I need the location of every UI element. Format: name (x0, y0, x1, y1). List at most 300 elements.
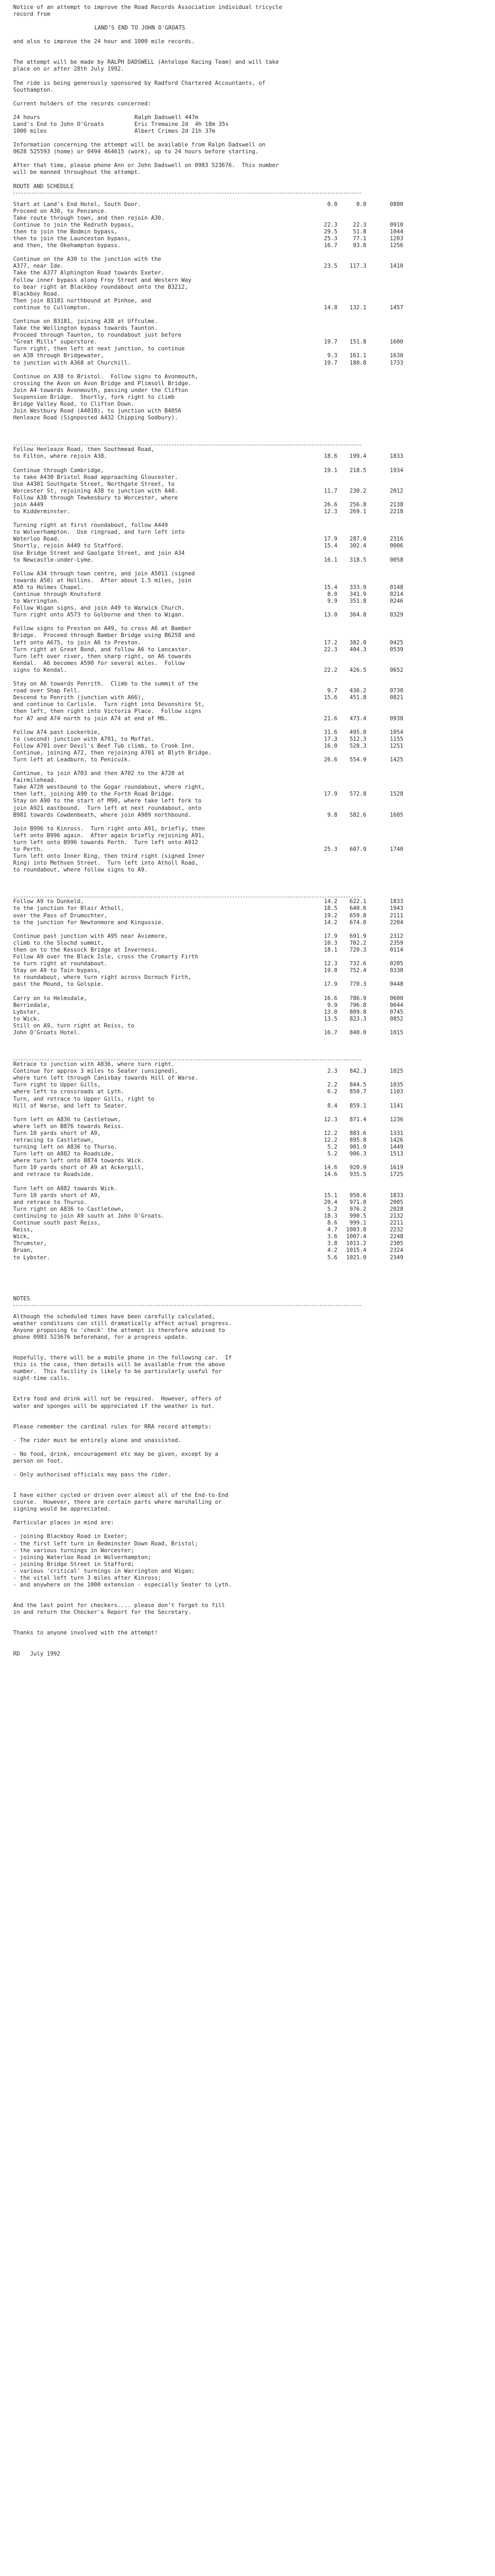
schedule-line (13, 208, 488, 215)
schedule-heading: ROUTE AND SCHEDULE (13, 183, 74, 190)
scheduled-time: 1833 (390, 453, 403, 460)
scheduled-time: 2132 (390, 1212, 403, 1219)
place-item: - the first left turn in Bedminster Down Road, Bristol; (13, 1540, 198, 1547)
stage-miles: 18.5 (324, 905, 337, 912)
scheduled-time: 1103 (390, 1089, 403, 1095)
route-instruction: Reiss, (13, 1227, 34, 1233)
cumulative-miles: 22.3 (353, 221, 366, 228)
schedule-line (13, 667, 488, 674)
route-instruction: B981 towards Cowdenbeath, where join A909 northbound. (13, 811, 192, 818)
schedule-line (13, 467, 488, 474)
schedule-block (13, 681, 488, 722)
cumulative-miles: 844.5 (350, 1082, 366, 1089)
route-instruction: signs to Kendal. (13, 667, 67, 673)
route-instruction: Use A4301 Southgate Street, Northgate Street, to (13, 481, 175, 487)
schedule-line (13, 967, 488, 974)
stage-miles: 13.5 (324, 1015, 337, 1022)
scheduled-time: 1155 (390, 736, 403, 742)
cumulative-miles: 702.2 (350, 939, 366, 946)
stage-miles: 17.2 (324, 639, 337, 646)
route-title: LAND'S END TO JOHN O'GROATS (94, 25, 186, 32)
stage-miles: 15.6 (324, 694, 337, 701)
schedule-line (13, 660, 488, 667)
route-instruction: Carry on to Helmsdale, (13, 995, 88, 1002)
stage-miles: 15.4 (324, 543, 337, 550)
route-instruction: Turn right on A836 to Castletown, (13, 1206, 124, 1212)
stage-miles: 16.0 (324, 742, 337, 749)
schedule-line (13, 913, 488, 919)
route-instruction: for A7 and A74 north to join A74 at end of M6. (13, 715, 168, 722)
schedule-line (13, 701, 488, 708)
scheduled-time: 2111 (390, 912, 403, 919)
cumulative-miles: 256.8 (350, 501, 366, 508)
schedule-line (13, 812, 488, 819)
cumulative-miles: 607.9 (350, 846, 366, 853)
stage-miles: 2.3 (327, 1068, 337, 1075)
route-instruction: A377, near Ide. (13, 263, 64, 270)
schedule-block (13, 374, 488, 422)
stage-miles: 18.3 (324, 1212, 337, 1219)
schedule-line (13, 1192, 488, 1199)
route-instruction: Continue through Cambridge, (13, 467, 104, 474)
intro-line-2: record from (13, 11, 51, 18)
stage-miles: 22.3 (324, 221, 337, 228)
schedule-line (13, 826, 488, 832)
stage-miles: 17.3 (324, 736, 337, 742)
schedule-line (13, 401, 488, 408)
stage-miles: 12.3 (324, 961, 337, 967)
intro-line-1: Notice of an attempt to improve the Road Records Association individual tricycle (13, 4, 283, 11)
stage-miles: 9.8 (327, 811, 337, 818)
schedule-block (13, 898, 488, 926)
route-instruction: where left to crossroads at Lyth. (13, 1089, 124, 1095)
attempt-paragraph: The attempt will be made by RALPH DADSWELL (Antelope Racing Team) and will take place on or after 28th July 1992. (13, 59, 279, 73)
cumulative-miles: 840.0 (350, 1029, 366, 1036)
scheduled-time: 2232 (390, 1227, 403, 1233)
route-instruction: Turn 10 yards short of A9, (13, 1130, 101, 1137)
stage-miles: 9.7 (327, 688, 337, 694)
schedule-line (13, 277, 488, 284)
cumulative-miles: 512.3 (350, 736, 366, 742)
schedule-line (13, 408, 488, 415)
stage-miles: 17.9 (324, 981, 337, 988)
schedule-line (13, 318, 488, 325)
route-instruction: Turn right, then left at next junction, to continue (13, 346, 185, 352)
schedule-line (13, 681, 488, 688)
route-instruction: Turn left on A882 towards Wick. (13, 1185, 118, 1192)
route-instruction: Continue on the A30 to the junction with the (13, 256, 161, 263)
schedule-line (13, 325, 488, 332)
places-heading: Particular places in mind are: (13, 1520, 114, 1526)
cumulative-miles: 351.8 (350, 598, 366, 605)
schedule-line (13, 543, 488, 550)
stage-miles: 18.1 (324, 946, 337, 953)
scheduled-time: 1833 (390, 1192, 403, 1199)
stage-miles: 14.8 (324, 304, 337, 311)
schedule-line (13, 1023, 488, 1030)
scheduled-time: 2204 (390, 919, 403, 926)
cumulative-miles: 572.8 (350, 791, 366, 798)
schedule-line (13, 846, 488, 853)
route-instruction: Follow A74 past Lockerbie, (13, 729, 101, 736)
schedule-line (13, 716, 488, 722)
stage-miles: 19.7 (324, 359, 337, 366)
route-instruction: Continue on B3181, joining A38 at Uffculme. (13, 318, 158, 325)
scheduled-time: 1449 (390, 1144, 403, 1151)
scheduled-time: 1833 (390, 898, 403, 905)
schedule-line (13, 736, 488, 743)
scheduled-time: 0006 (390, 543, 403, 550)
schedule-line (13, 591, 488, 598)
route-instruction: Take route through town, and then rejoin A30. (13, 214, 165, 221)
route-instruction: Berriedale, (13, 1002, 51, 1008)
scheduled-time: 2005 (390, 1199, 403, 1206)
schedule-line (13, 270, 488, 277)
route-instruction: continuing to join A9 south at John O'Groats. (13, 1212, 165, 1219)
stage-miles: 14.2 (324, 919, 337, 926)
schedule-line (13, 1158, 488, 1164)
cumulative-miles: 93.8 (353, 242, 366, 249)
cumulative-miles: 0.0 (356, 201, 366, 208)
place-item: - joining Waterloo Road in Wolverhampton; (13, 1554, 151, 1561)
route-instruction: Bridge. Proceed through Bamber Bridge using B6258 and (13, 632, 195, 639)
schedule-line (13, 1096, 488, 1103)
schedule-line (13, 1233, 488, 1240)
route-instruction: Wick, (13, 1233, 30, 1240)
route-instruction: Turn left over river, then sharp right, on A6 towards (13, 653, 192, 660)
cumulative-miles: 426.5 (350, 667, 366, 673)
schedule-line (13, 947, 488, 954)
schedule-line (13, 729, 488, 736)
schedule-line (13, 446, 488, 453)
cumulative-miles: 382.0 (350, 639, 366, 646)
record-name: 24 hours (13, 114, 41, 121)
schedule-line (13, 298, 488, 305)
schedule-line (13, 387, 488, 394)
notes-paragraph: Although the scheduled times have been carefully calculated, weather conditions can still dramatically affect actual progress. Anyone proposing to 'check' the attempt is therefore advised to phone 0983 523676 beforehand, for a progress update. (13, 1313, 232, 1340)
schedule-block (13, 1116, 488, 1179)
route-instruction: Lybster, (13, 1008, 41, 1015)
stage-miles: 26.6 (324, 756, 337, 763)
stage-miles: 13.0 (324, 1008, 337, 1015)
record-name: Land's End to John O'Groats (13, 121, 104, 128)
schedule-line (13, 1123, 488, 1130)
scheduled-time: 0539 (390, 646, 403, 653)
stage-miles: 10.3 (324, 939, 337, 946)
schedule-line (13, 905, 488, 912)
route-instruction: to Lybster. (13, 1254, 51, 1261)
schedule-line (13, 332, 488, 339)
schedule-line (13, 1130, 488, 1137)
stage-miles: 18.6 (324, 453, 337, 460)
record-holder: Albert Crimes 2d 21h 37m (134, 128, 216, 135)
sponsor-paragraph: The ride is being generously sponsored by Radford Chartered Accountants, of Southampton. (13, 80, 266, 93)
route-instruction: join A921 eastbound. Turn left at next roundabout, onto (13, 805, 202, 811)
cumulative-miles: 364.8 (350, 612, 366, 619)
cumulative-miles: 796.8 (350, 1002, 366, 1008)
schedule-block (13, 995, 488, 1037)
route-instruction: Continue, joining A72, then rejoining A701 at Blyth Bridge. (13, 749, 212, 756)
divider (13, 1305, 361, 1306)
route-instruction: Follow Henleaze Road, then Southmead Road, (13, 446, 154, 453)
cumulative-miles: 659.8 (350, 912, 366, 919)
route-instruction: Start at Land's End Hotel, South Door. (13, 201, 141, 208)
stage-miles: 6.2 (327, 1089, 337, 1095)
scheduled-time: 2211 (390, 1220, 403, 1227)
cumulative-miles: 318.5 (350, 556, 366, 563)
route-instruction: Suspension Bridge. Shortly, fork right to climb (13, 394, 175, 400)
stage-miles: 5.6 (327, 1254, 337, 1261)
route-instruction: to Filton, where rejoin A38. (13, 453, 108, 460)
thanks-line: Thanks to anyone involved with the attempt! (13, 1630, 158, 1637)
stage-miles: 17.9 (324, 791, 337, 798)
stage-miles: 16.1 (324, 556, 337, 563)
route-instruction: to Newcastle-under-Lyme. (13, 556, 94, 563)
stage-miles: 31.6 (324, 729, 337, 736)
cumulative-miles: 341.9 (350, 591, 366, 598)
place-item: - joining Blackboy Road in Exeter; (13, 1533, 128, 1540)
route-instruction: then to join the Bodmin bypass, (13, 228, 118, 235)
cumulative-miles: 871.4 (350, 1116, 366, 1123)
scheduled-time: 0910 (390, 221, 403, 228)
record-holder: Ralph Dadswell 447m (134, 114, 199, 121)
scheduled-time: 1025 (390, 1068, 403, 1075)
schedule-line (13, 784, 488, 791)
route-instruction: to Kidderminster. (13, 508, 71, 515)
route-instruction: Bruan, (13, 1247, 34, 1254)
schedule-line (13, 522, 488, 529)
stage-miles: 3.8 (327, 1240, 337, 1247)
place-item: - various 'critical' turnings in Warrington and Wigan; (13, 1568, 195, 1574)
schedule-line (13, 1199, 488, 1206)
schedule-line (13, 352, 488, 359)
cumulative-miles: 451.8 (350, 694, 366, 701)
intro-line-3: and also to improve the 24 hour and 1000 mile records. (13, 38, 195, 45)
route-instruction: Use Bridge Street and Gaolgate Street, and join A34 (13, 550, 185, 556)
stage-miles: 17.9 (324, 536, 337, 543)
record-name: 1000 miles (13, 128, 47, 135)
route-instruction: to roundabout, where turn right across Dornoch Firth, (13, 974, 192, 981)
holder-row (13, 121, 488, 128)
schedule-line (13, 1030, 488, 1036)
schedule-line (13, 481, 488, 488)
cumulative-miles: 269.1 (350, 508, 366, 515)
scheduled-time: 1015 (390, 1029, 403, 1036)
schedule-line (13, 798, 488, 805)
route-instruction: then left, then right into Victoria Place. Follow signs (13, 708, 202, 715)
schedule-line (13, 1206, 488, 1213)
route-instruction: Proceed through Taunton, to roundabout just before (13, 332, 181, 339)
route-instruction: turning left on A836 to Thurso. (13, 1144, 118, 1151)
stage-miles: 5.2 (327, 1206, 337, 1212)
schedule-line (13, 605, 488, 612)
schedule-line (13, 584, 488, 591)
scheduled-time: 2349 (390, 1254, 403, 1261)
scheduled-time: 0938 (390, 715, 403, 722)
cumulative-miles: 495.0 (350, 729, 366, 736)
schedule-block (13, 1061, 488, 1110)
schedule-block (13, 933, 488, 988)
holders-heading: Current holders of the records concerned: (13, 100, 151, 107)
schedule-line (13, 867, 488, 874)
scheduled-time: 2312 (390, 933, 403, 939)
notes-paragraph: Hopefully, there will be a mobile phone in the following car. If this is the case, then details will be available from the above number. This facility is likely to be particularly useful for night-time calls. (13, 1355, 232, 1382)
schedule-line (13, 550, 488, 557)
schedule-line (13, 839, 488, 846)
cumulative-miles: 436.2 (350, 688, 366, 694)
scheduled-time: 1251 (390, 742, 403, 749)
schedule-line (13, 1009, 488, 1016)
route-instruction: then on to the Kessock Bridge at Inverness. (13, 946, 158, 953)
route-instruction: Join B996 to Kinross. Turn right onto A91, briefly, then (13, 825, 205, 832)
route-instruction: Turn left on A882 to Roadside, (13, 1151, 114, 1158)
schedule-line (13, 453, 488, 460)
cumulative-miles: 786.9 (350, 995, 366, 1002)
schedule-block (13, 625, 488, 674)
scheduled-time: 2316 (390, 536, 403, 543)
scheduled-time: 1630 (390, 352, 403, 359)
route-instruction: Henleaze Road (Signposted A432 Chipping Sodbury). (13, 415, 178, 422)
scheduled-time: 1331 (390, 1130, 403, 1137)
schedule-line (13, 1061, 488, 1068)
route-instruction: then to join the Launceston bypass, (13, 236, 131, 242)
schedule-line (13, 933, 488, 940)
stage-miles: 11.7 (324, 487, 337, 494)
route-instruction: Hill of Warse, and left to Seater. (13, 1102, 128, 1109)
schedule-line (13, 750, 488, 757)
info-paragraph: Information concerning the attempt will be available from Ralph Dadswell on 0628 525593 (home) or 0494 464615 (work), up to 24 hours before starting. (13, 142, 266, 155)
route-instruction: Worcester St, rejoining A38 to junction with A40. (13, 487, 178, 494)
cumulative-miles: 906.3 (350, 1151, 366, 1158)
cumulative-miles: 132.1 (350, 304, 366, 311)
schedule-block (13, 201, 488, 250)
stage-miles: 21.6 (324, 715, 337, 722)
stage-miles: 17.9 (324, 933, 337, 939)
scheduled-time: 0730 (390, 688, 403, 694)
cumulative-miles: 990.5 (350, 1212, 366, 1219)
notes-paragraph: Please remember the cardinal rules for RRA record attempts: (13, 1423, 212, 1430)
route-instruction: join A449 (13, 501, 44, 508)
schedule-block (13, 770, 488, 819)
scheduled-time: 1044 (390, 228, 403, 235)
route-instruction: where turn left onto B874 towards Wick. (13, 1158, 144, 1164)
route-instruction: Follow A701 over Devil's Beef Tub climb, to Crook Inn. (13, 742, 195, 749)
stage-miles: 16.7 (324, 242, 337, 249)
scheduled-time: 1256 (390, 242, 403, 249)
route-instruction: Retrace to junction with A836, where turn right. (13, 1061, 175, 1068)
stage-miles: 19.1 (324, 467, 337, 474)
stage-miles: 5.2 (327, 1151, 337, 1158)
schedule-line (13, 640, 488, 647)
cumulative-miles: 554.9 (350, 756, 366, 763)
route-instruction: left onto B996 again. After again briefly rejoining A91, (13, 832, 205, 839)
cumulative-miles: 582.6 (350, 811, 366, 818)
route-instruction: Waterloo Road. (13, 536, 61, 543)
holders-table (13, 114, 488, 135)
stage-miles: 4.2 (327, 1247, 337, 1254)
route-instruction: "Great Mills" superstore. (13, 339, 98, 346)
schedule-line (13, 1075, 488, 1082)
scheduled-time: 0205 (390, 961, 403, 967)
schedule-line (13, 1227, 488, 1233)
route-instruction: Ring) into Methven Street. Turn left into Atholl Road, (13, 860, 198, 867)
record-holder: Eric Tremaine 2d 4h 18m 35s (134, 121, 229, 128)
scheduled-time: 0329 (390, 612, 403, 619)
stage-miles: 15.1 (324, 1192, 337, 1199)
schedule-line (13, 777, 488, 784)
route-instruction: Kendal. A6 becomes A590 for several miles. Follow (13, 660, 185, 667)
scheduled-time: 0652 (390, 667, 403, 673)
stage-miles: 9.3 (327, 352, 337, 359)
route-instruction: to Wolverhampton. Use ringroad, and turn left into (13, 529, 185, 536)
route-instruction: Continue on A38 to Bristol. Follow signs to Avonmouth, (13, 373, 198, 380)
schedule-line (13, 215, 488, 222)
stage-miles: 23.5 (324, 263, 337, 270)
scheduled-time: 0600 (390, 995, 403, 1002)
route-instruction: Stay on A6 towards Penrith. Climb to the summit of the (13, 681, 198, 688)
route-instruction: Stay on A9 to Tain bypass, (13, 967, 101, 974)
cumulative-miles: 920.9 (350, 1164, 366, 1171)
route-instruction: Turn, and retrace to Upper Gills, right to (13, 1095, 154, 1102)
schedule-line (13, 415, 488, 422)
schedule-line (13, 898, 488, 905)
schedule-line (13, 1213, 488, 1220)
schedule-line (13, 743, 488, 750)
route-instruction: Thrumster, (13, 1240, 47, 1247)
schedule-line (13, 1186, 488, 1192)
route-instruction: Continue to join the Redruth bypass, (13, 221, 134, 228)
schedule-line (13, 653, 488, 660)
schedule-block (13, 446, 488, 460)
schedule-line (13, 222, 488, 229)
cumulative-miles: 302.4 (350, 543, 366, 550)
schedule-line (13, 1016, 488, 1023)
route-instruction: Follow A9 over the Black Isle, cross the Cromarty Firth (13, 954, 198, 961)
scheduled-time: 0800 (390, 201, 403, 208)
stage-miles: 13.0 (324, 612, 337, 619)
scheduled-time: 0330 (390, 967, 403, 974)
cumulative-miles: 850.7 (350, 1089, 366, 1095)
route-schedule (13, 201, 488, 1268)
schedule-line (13, 557, 488, 564)
cumulative-miles: 1015.4 (346, 1247, 366, 1254)
after-paragraph: After that time, please phone Ann or John Dadswell on 0983 523676. This number will be manned throughout the attempt. (13, 162, 279, 176)
stage-miles: 4.7 (327, 1227, 337, 1233)
schedule-line (13, 708, 488, 715)
cumulative-miles: 842.3 (350, 1068, 366, 1075)
scheduled-time: 2324 (390, 1247, 403, 1254)
schedule-line (13, 263, 488, 270)
place-item: - and anywhere on the 1000 extension - especially Seater to Lyth. (13, 1582, 232, 1589)
schedule-line (13, 598, 488, 605)
scheduled-time: 1528 (390, 791, 403, 798)
route-instruction: to roundabout, where follow signs to A9. (13, 867, 148, 874)
schedule-line (13, 242, 488, 249)
stage-miles: 16.7 (324, 1029, 337, 1036)
route-instruction: over the Pass of Drumochter, (13, 912, 108, 919)
cumulative-miles: 640.6 (350, 905, 366, 912)
scheduled-time: 1425 (390, 756, 403, 763)
scheduled-time: 1054 (390, 729, 403, 736)
stage-miles: 8.6 (327, 1220, 337, 1227)
scheduled-time: 0821 (390, 694, 403, 701)
route-instruction: continue to Cullompton. (13, 304, 91, 311)
route-instruction: then left, joining A90 to the Forth Road Bridge. (13, 791, 175, 798)
schedule-line (13, 1255, 488, 1261)
scheduled-time: 0058 (390, 556, 403, 563)
stage-miles: 3.6 (327, 1233, 337, 1240)
cumulative-miles: 770.3 (350, 981, 366, 988)
